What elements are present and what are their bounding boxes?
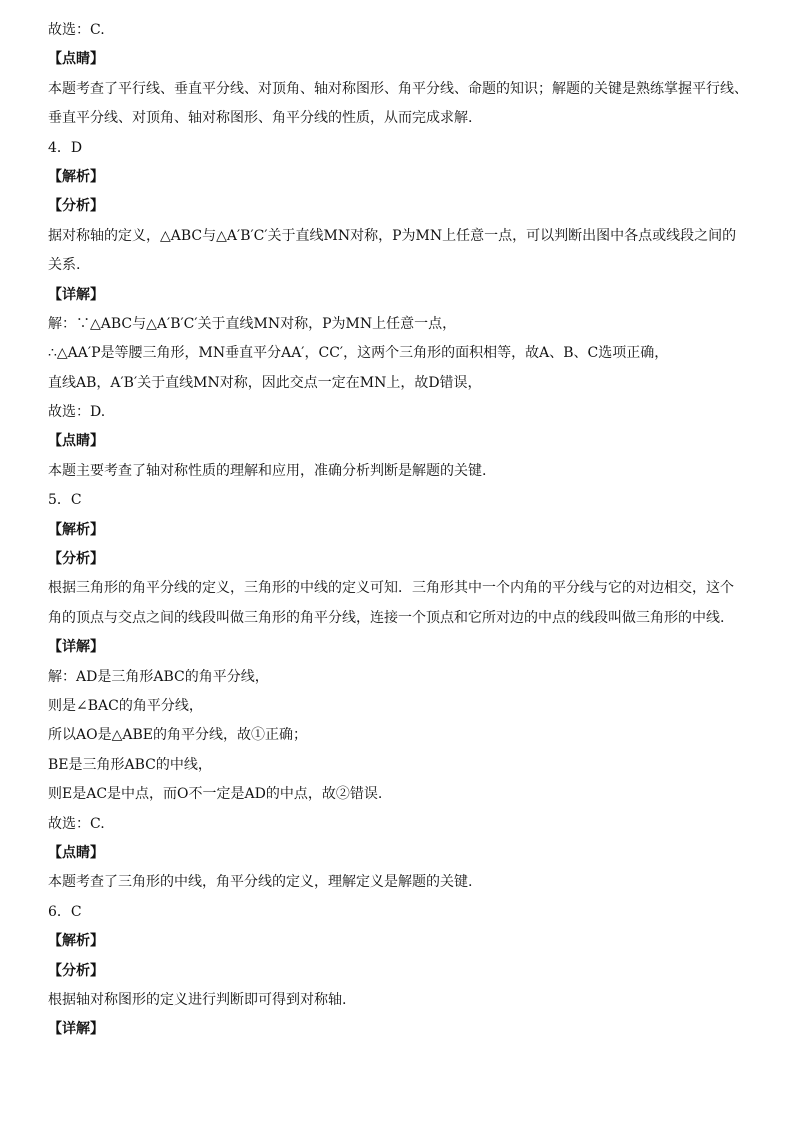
- section-heading: 【解析】: [48, 521, 104, 538]
- text-line: 直线AB，A′B′关于直线MN对称，因此交点一定在MN上，故D错误，: [48, 374, 482, 391]
- section-heading: 【点睛】: [48, 844, 104, 861]
- text-line: 5．C: [48, 492, 82, 509]
- section-heading: 【分析】: [48, 962, 104, 979]
- text-line: 根据三角形的角平分线的定义，三角形的中线的定义可知．三角形其中一个内角的平分线与它的对边相交，这个: [48, 580, 734, 597]
- text-line: 解：∵△ABC与△A′B′C′关于直线MN对称，P为MN上任意一点，: [48, 315, 457, 332]
- section-heading: 【详解】: [48, 286, 104, 303]
- section-heading: 【解析】: [48, 933, 104, 950]
- text-line: 据对称轴的定义，△ABC与△A′B′C′关于直线MN对称，P为MN上任意一点，可以判断出图中各点或线段之间的: [48, 227, 737, 244]
- text-line: 本题考查了平行线、垂直平分线、对顶角、轴对称图形、角平分线、命题的知识；解题的关键是熟练掌握平行线、: [48, 80, 748, 97]
- text-line: 故选：D.: [48, 404, 106, 421]
- text-line: 故选：C.: [48, 815, 105, 832]
- text-line: 角的顶点与交点之间的线段叫做三角形的角平分线，连接一个顶点和它所对边的中点的线段叫做三角形的中线.: [48, 609, 725, 626]
- section-heading: 【分析】: [48, 551, 104, 568]
- section-heading: 【解析】: [48, 168, 104, 185]
- section-heading: 【详解】: [48, 639, 104, 656]
- text-line: 根据轴对称图形的定义进行判断即可得到对称轴.: [48, 991, 347, 1008]
- section-heading: 【点睛】: [48, 51, 104, 68]
- text-line: 故选：C.: [48, 22, 105, 38]
- document-page: [48, 16, 764, 1045]
- text-line: 本题主要考查了轴对称性质的理解和应用，准确分析判断是解题的关键.: [48, 462, 487, 479]
- text-line: 6．C: [48, 903, 82, 920]
- text-line: 所以AO是△ABE的角平分线，故①正确；: [48, 727, 307, 744]
- text-line: 关系.: [48, 257, 81, 274]
- text-line: 解：AD是三角形ABC的角平分线，: [48, 668, 269, 685]
- text-line: ∴△AA′P是等腰三角形，MN垂直平分AA′，CC′，这两个三角形的面积相等，故A、B、C选项正确，: [48, 345, 669, 362]
- section-heading: 【详解】: [48, 1021, 104, 1038]
- section-heading: 【分析】: [48, 198, 104, 215]
- text-line: 4．D: [48, 139, 83, 156]
- text-line: 则E是AC是中点，而O不一定是AD的中点，故②错误.: [48, 786, 383, 803]
- text-line: 则是∠BAC的角平分线，: [48, 697, 203, 714]
- section-heading: 【点睛】: [48, 433, 104, 450]
- text-line: 本题考查了三角形的中线，角平分线的定义，理解定义是解题的关键.: [48, 874, 473, 891]
- text-line: 垂直平分线、对顶角、轴对称图形、角平分线的性质，从而完成求解.: [48, 110, 473, 127]
- text-line: BE是三角形ABC的中线，: [48, 756, 212, 773]
